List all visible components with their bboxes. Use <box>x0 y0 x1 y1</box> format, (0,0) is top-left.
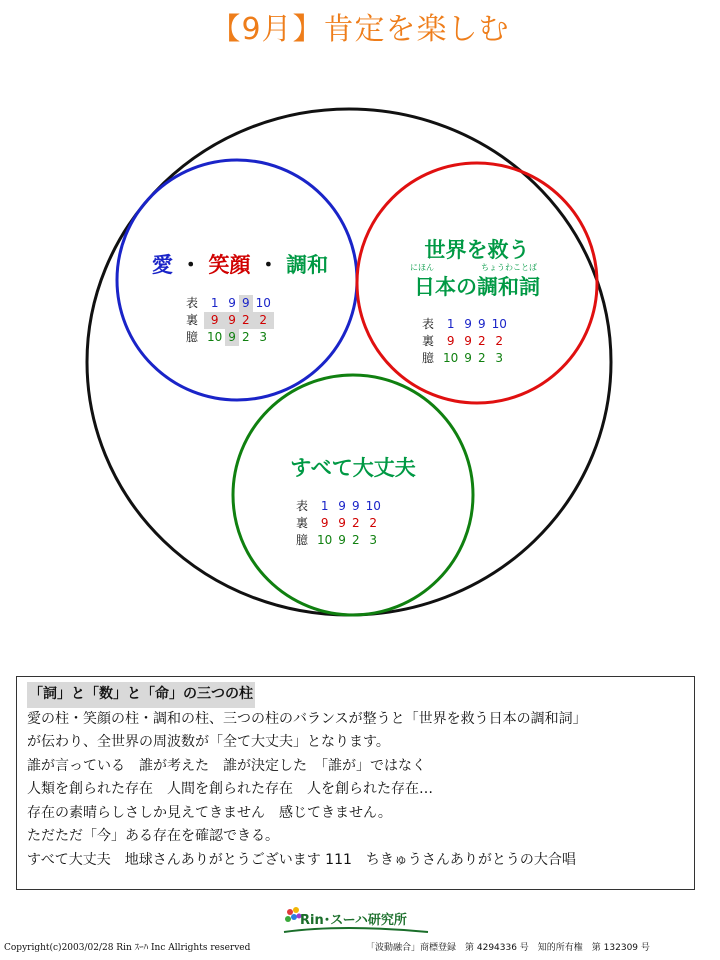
page-title: 【9月】肯定を楽しむ <box>210 12 510 47</box>
number-cell: 1 <box>320 499 329 513</box>
number-cell: 9 <box>228 296 236 310</box>
number-cell: 3 <box>259 330 268 344</box>
number-cell: 2 <box>477 351 486 365</box>
number-cell: 10 <box>255 296 271 310</box>
love-word: 愛 <box>151 253 173 277</box>
number-cell: 9 <box>225 329 239 346</box>
world-number-table <box>419 316 510 367</box>
ruby-nihon: にほん <box>410 263 434 272</box>
ok-number-table <box>293 498 384 549</box>
number-cell: 9 <box>351 499 360 513</box>
row-label: 臆 <box>296 533 309 547</box>
number-cell: 10 <box>443 351 459 365</box>
separator-dot: ・ <box>257 253 279 277</box>
description-line: ただただ「今」ある存在を確認できる。 <box>27 828 279 844</box>
trademark-text: 「波動融合」商標登録 第 4294336 号 知的所有権 第 132309 号 <box>366 943 650 953</box>
description-line: が伝わり、全世界の周波数が「全て大丈夫」となります。 <box>27 734 390 750</box>
number-cell: 3 <box>369 533 378 547</box>
number-cell: 9 <box>464 317 472 331</box>
number-cell: 10 <box>491 317 507 331</box>
number-cell: 1 <box>446 317 455 331</box>
number-cell: 2 <box>241 330 250 344</box>
ok-circle-heading: すべて大丈夫 <box>290 456 416 480</box>
number-cell: 10 <box>317 533 333 547</box>
table-row <box>293 532 384 549</box>
description-line: すべて大丈夫 地球さんありがとうございます 111 ちきゅうさんありがとうの大合唱 <box>27 851 576 868</box>
love-circle <box>117 160 357 400</box>
row-label: 裏 <box>186 313 199 327</box>
number-cell: 2 <box>351 533 360 547</box>
world-circle-subheading: 日本の調和詞 <box>414 275 540 299</box>
description-line: 人類を創られた存在 人間を創られた存在 人を創られた存在… <box>27 781 433 797</box>
ruby-chouwakotoba: ちょうわことば <box>481 263 537 272</box>
number-cell: 9 <box>225 312 239 329</box>
number-cell: 9 <box>338 516 346 530</box>
description-line: 愛の柱・笑顔の柱・調和の柱、三つの柱のバランスが整うと「世界を救う日本の調和詞」 <box>27 710 587 727</box>
number-cell: 3 <box>495 351 504 365</box>
number-cell: 10 <box>207 330 223 344</box>
row-label: 臆 <box>186 330 199 344</box>
number-cell: 1 <box>210 296 219 310</box>
number-cell: 9 <box>204 312 225 329</box>
table-row <box>293 498 384 515</box>
description-line: 存在の素晴らしさしか見えてきません 感じてきません。 <box>27 804 392 821</box>
number-cell: 9 <box>464 351 472 365</box>
table-row <box>183 295 274 312</box>
description-heading: 「詞」と「数」と「命」の三つの柱 <box>27 682 255 708</box>
number-cell: 2 <box>253 312 274 329</box>
number-cell: 9 <box>338 533 346 547</box>
row-label: 表 <box>422 317 435 331</box>
row-label: 裏 <box>296 516 309 530</box>
number-cell: 10 <box>365 499 381 513</box>
row-label: 裏 <box>422 334 435 348</box>
row-label: 臆 <box>422 351 435 365</box>
company-logo-text: Rin･スーハ研究所 <box>300 913 407 928</box>
number-cell: 9 <box>477 317 486 331</box>
harmony-word: 調和 <box>286 253 329 277</box>
number-cell: 9 <box>338 499 346 513</box>
love-number-table <box>183 295 274 346</box>
row-label: 表 <box>186 296 199 310</box>
number-cell: 2 <box>495 334 504 348</box>
separator-dot: ・ <box>180 253 202 277</box>
love-circle-heading <box>150 249 330 279</box>
smile-word: 笑顔 <box>208 253 251 277</box>
number-cell: 9 <box>320 516 329 530</box>
table-row <box>183 312 274 329</box>
description-box <box>16 676 695 890</box>
number-cell: 2 <box>369 516 378 530</box>
number-cell: 2 <box>477 334 486 348</box>
number-cell: 9 <box>239 295 253 312</box>
table-row <box>419 316 510 333</box>
description-line: 誰が言っている 誰が考えた 誰が決定した 「誰が」ではなく <box>27 757 426 774</box>
table-row <box>419 350 510 367</box>
number-cell: 9 <box>446 334 455 348</box>
number-cell: 9 <box>464 334 472 348</box>
table-row <box>183 329 274 346</box>
world-circle-heading: 世界を救う <box>424 238 530 262</box>
number-cell: 2 <box>351 516 360 530</box>
row-label: 表 <box>296 499 309 513</box>
number-cell: 2 <box>239 312 253 329</box>
copyright-text: Copyright(c)2003/02/28 Rin ｽｰﾊ Inc Allrights reserved <box>4 943 251 953</box>
ok-circle <box>233 375 473 615</box>
table-row <box>293 515 384 532</box>
table-row <box>419 333 510 350</box>
